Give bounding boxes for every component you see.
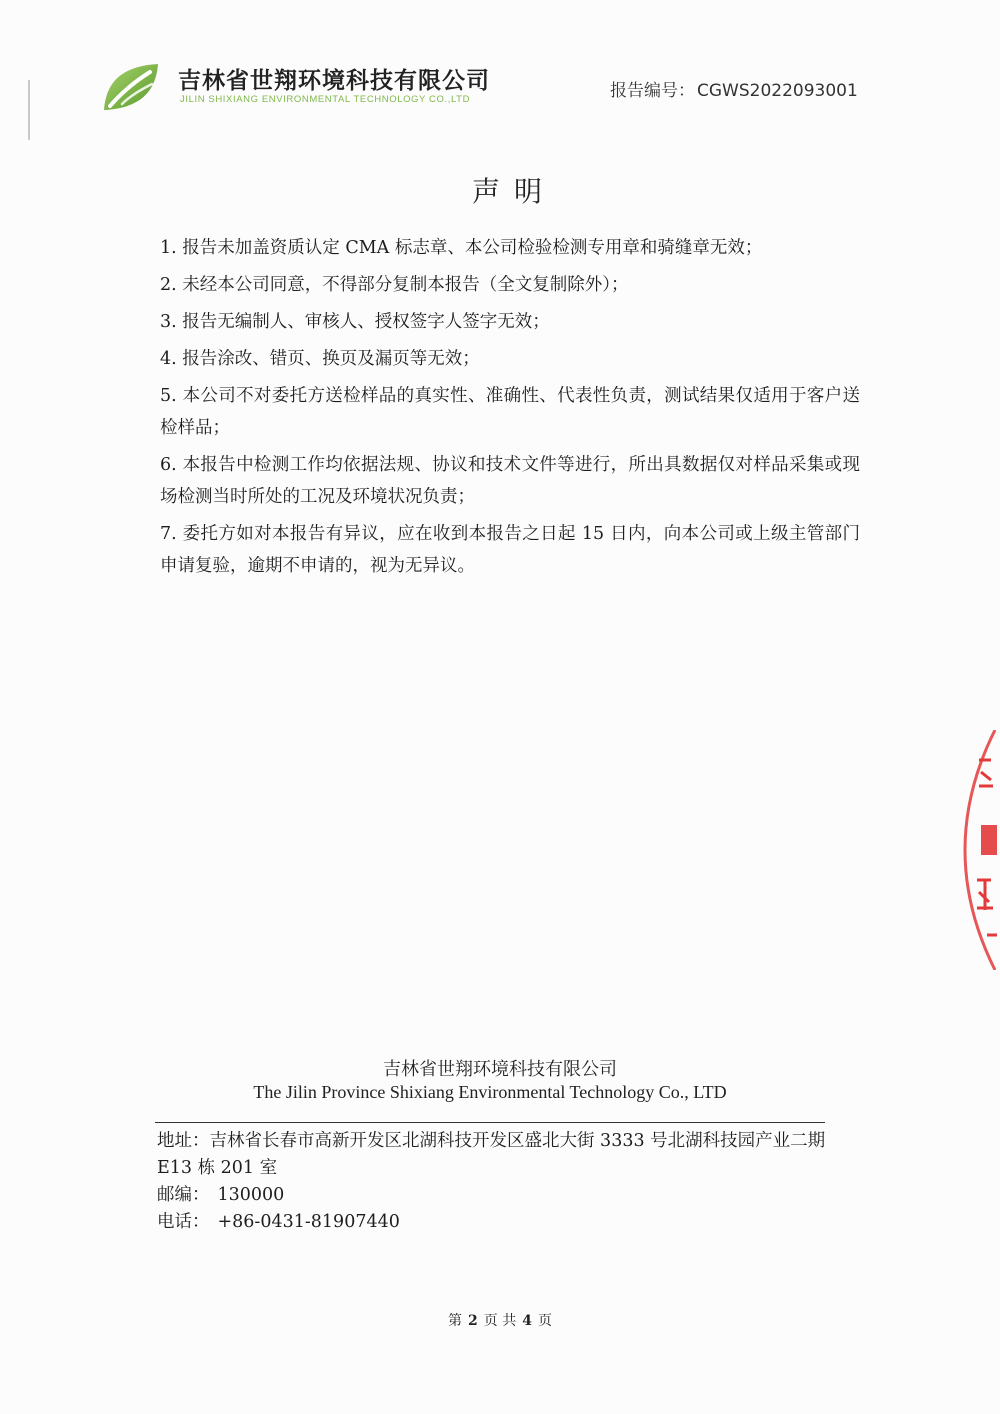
declaration-item: 7. 委托方如对本报告有异议，应在收到本报告之日起 15 日内，向本公司或上级主管部门申请复验，逾期不申请的，视为无异议。	[160, 524, 860, 576]
page-number	[0, 1310, 1000, 1330]
address-value: 吉林省长春市高新开发区北湖科技开发区盛北大街 3333 号北湖科技园产业二期 E13 栋 201 室	[157, 1131, 826, 1178]
declaration-item: 6. 本报告中检测工作均依据法规、协议和技术文件等进行，所出具数据仅对样品采集或现场检测当时所处的工况及环境状况负责；	[160, 455, 860, 507]
postal-label: 邮编：	[157, 1185, 210, 1205]
report-number-value: CGWS2022093001	[697, 81, 858, 101]
page-number-suffix: 页	[537, 1313, 552, 1329]
declaration-item: 4. 报告涂改、错页、换页及漏页等无效；	[160, 349, 480, 369]
postal-info	[157, 1182, 857, 1209]
header-company-name-en: JILIN SHIXIANG ENVIRONMENTAL TECHNOLOGY CO.,LTD	[180, 94, 471, 105]
page-number-total: 4	[522, 1313, 532, 1329]
header-company-name: 吉林省世翔环境科技有限公司	[178, 68, 490, 94]
footer-company-name: 吉林省世翔环境科技有限公司	[383, 1059, 617, 1080]
report-number	[610, 76, 858, 101]
page-number-middle: 页 共	[483, 1313, 517, 1329]
phone-label: 电话：	[157, 1212, 210, 1232]
postal-value: 130000	[217, 1185, 285, 1205]
declaration-item: 2. 未经本公司同意，不得部分复制本报告（全文复制除外）；	[160, 275, 629, 295]
address-info	[157, 1128, 857, 1182]
page-title: 声明	[471, 175, 556, 208]
declaration-item: 1. 报告未加盖资质认定 CMA 标志章、本公司检验检测专用章和骑缝章无效；	[160, 238, 763, 258]
scan-edge-mark	[28, 80, 30, 140]
declaration-list	[160, 232, 860, 587]
phone-info	[157, 1209, 857, 1236]
seal-stamp-fragment	[955, 730, 1000, 970]
leaf-logo-icon	[100, 62, 162, 114]
declaration-item: 3. 报告无编制人、审核人、授权签字人签字无效；	[160, 312, 550, 332]
declaration-item: 5. 本公司不对委托方送检样品的真实性、准确性、代表性负责，测试结果仅适用于客户送检样品；	[160, 386, 860, 438]
footer-divider	[155, 1122, 825, 1123]
page-number-prefix: 第	[448, 1313, 463, 1329]
page-number-current: 2	[468, 1313, 478, 1329]
report-number-label: 报告编号：	[610, 81, 695, 101]
footer-company-name-en: The Jilin Province Shixiang Environmental Technology Co., LTD	[253, 1082, 727, 1102]
phone-value: +86-0431-81907440	[217, 1212, 400, 1232]
address-label: 地址：	[157, 1131, 210, 1151]
